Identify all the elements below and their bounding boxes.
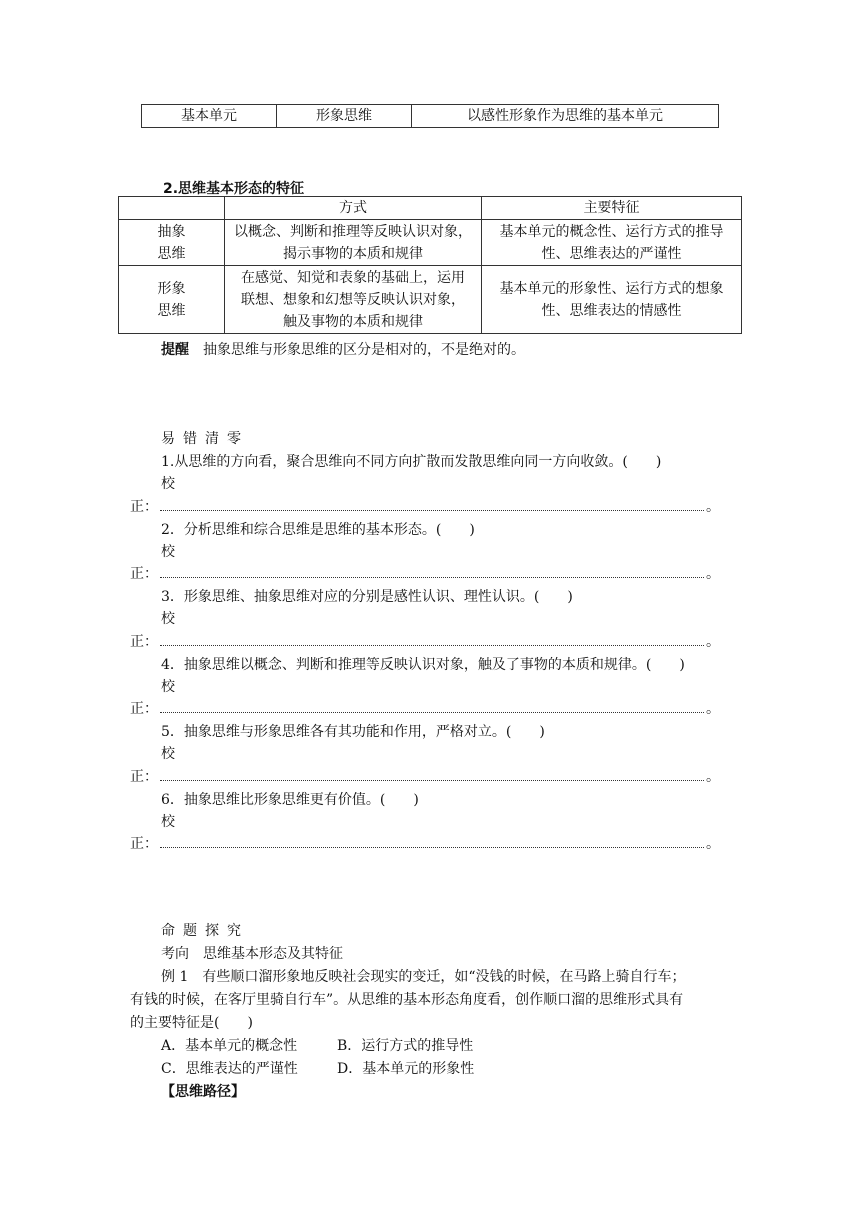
- table-header-row: [119, 197, 742, 220]
- row-method-line: 触及事物的本质和规律: [283, 313, 423, 330]
- zheng-label: 正：: [130, 499, 158, 515]
- end-mark: 。: [706, 499, 720, 515]
- exam-direction: 考向 思维基本形态及其特征: [161, 946, 343, 962]
- row-method-line: 联想、想象和幻想等反映认识对象，: [241, 291, 465, 308]
- row-features: [482, 266, 742, 334]
- option-d[interactable]: D．基本单元的形象性: [337, 1061, 475, 1077]
- example-line: 例 1 有些顺口溜形象地反映社会现实的变迁，如“没钱的时候，在马路上骑自行车；: [161, 969, 686, 985]
- end-mark: 。: [706, 701, 720, 717]
- cell-basic-unit: 基本单元: [142, 105, 277, 128]
- table-row: [119, 266, 742, 334]
- cell-description: 以感性形象作为思维的基本单元: [412, 105, 719, 128]
- answer-line[interactable]: [160, 780, 704, 781]
- jiao-label: 校: [161, 679, 175, 695]
- zheng-label: 正：: [130, 769, 158, 785]
- end-mark: 。: [706, 634, 720, 650]
- answer-line[interactable]: [160, 577, 704, 578]
- row-feature-line: 性、思维表达的严谨性: [541, 245, 682, 262]
- row-method-line: 揭示事物的本质和规律: [283, 245, 423, 262]
- option-b[interactable]: B．运行方式的推导性: [337, 1038, 474, 1054]
- answer-line[interactable]: [160, 510, 704, 511]
- jiao-label: 校: [161, 814, 175, 830]
- row-feature-line: 性、思维表达的情感性: [541, 302, 682, 319]
- row-method-line: 在感觉、知觉和表象的基础上，运用: [241, 269, 465, 286]
- jiao-label: 校: [161, 544, 175, 560]
- jiao-label: 校: [161, 611, 175, 627]
- table-row: [119, 220, 742, 266]
- jiao-label: 校: [161, 476, 175, 492]
- row-feature-line: 基本单元的形象性、运行方式的想象: [499, 280, 724, 297]
- error-item: 2．分析思维和综合思维是思维的基本形态。( ): [161, 522, 475, 538]
- answer-line[interactable]: [160, 645, 704, 646]
- error-item: 5．抽象思维与形象思维各有其功能和作用，严格对立。( ): [161, 724, 545, 740]
- cell-image-thinking: 形象思维: [277, 105, 412, 128]
- example-line: 的主要特征是( ): [130, 1015, 253, 1031]
- error-item: 3．形象思维、抽象思维对应的分别是感性认识、理性认识。( ): [161, 589, 573, 605]
- header-method: 方式: [225, 197, 482, 220]
- jiao-label: 校: [161, 746, 175, 762]
- error-item: 6．抽象思维比形象思维更有价值。( ): [161, 792, 419, 808]
- row-method: [225, 220, 482, 266]
- option-c[interactable]: C．思维表达的严谨性: [161, 1061, 298, 1077]
- zheng-label: 正：: [130, 634, 158, 650]
- row-feature-line: 基本单元的概念性、运行方式的推导: [499, 223, 724, 240]
- row-name: [119, 266, 225, 334]
- row-name-line: 思维: [157, 245, 186, 262]
- answer-line[interactable]: [160, 847, 704, 848]
- zheng-label: 正：: [130, 566, 158, 582]
- zheng-label: 正：: [130, 701, 158, 717]
- error-item: 4．抽象思维以概念、判断和推理等反映认识对象，触及了事物的本质和规律。( ): [161, 657, 685, 673]
- top-table: [141, 104, 719, 128]
- thinking-path-label: 【思维路径】: [161, 1084, 245, 1100]
- tip-label: 提醒: [161, 342, 189, 358]
- section-title: 2.思维基本形态的特征: [163, 181, 305, 197]
- tip: [161, 339, 525, 359]
- row-name-line: 抽象: [157, 223, 186, 240]
- option-a[interactable]: A．基本单元的概念性: [161, 1038, 298, 1054]
- row-name-line: 形象: [157, 280, 186, 297]
- answer-line[interactable]: [160, 712, 704, 713]
- error-item: 1.从思维的方向看，聚合思维向不同方向扩散而发散思维向同一方向收敛。( ): [161, 454, 662, 470]
- end-mark: 。: [706, 836, 720, 852]
- end-mark: 。: [706, 566, 720, 582]
- zheng-label: 正：: [130, 836, 158, 852]
- header-empty: [119, 197, 225, 220]
- row-features: [482, 220, 742, 266]
- end-mark: 。: [706, 769, 720, 785]
- row-name-line: 思维: [157, 302, 186, 319]
- features-table: [118, 196, 742, 334]
- exploration-heading: 命题探究: [161, 923, 249, 939]
- header-features: 主要特征: [482, 197, 742, 220]
- tip-text: 抽象思维与形象思维的区分是相对的，不是绝对的。: [203, 342, 525, 358]
- errors-heading: 易错清零: [161, 431, 249, 447]
- example-line: 有钱的时候，在客厅里骑自行车”。从思维的基本形态角度看，创作顺口溜的思维形式具有: [130, 992, 684, 1008]
- row-method: [225, 266, 482, 334]
- row-name: [119, 220, 225, 266]
- row-method-line: 以概念、判断和推理等反映认识对象，: [234, 223, 472, 240]
